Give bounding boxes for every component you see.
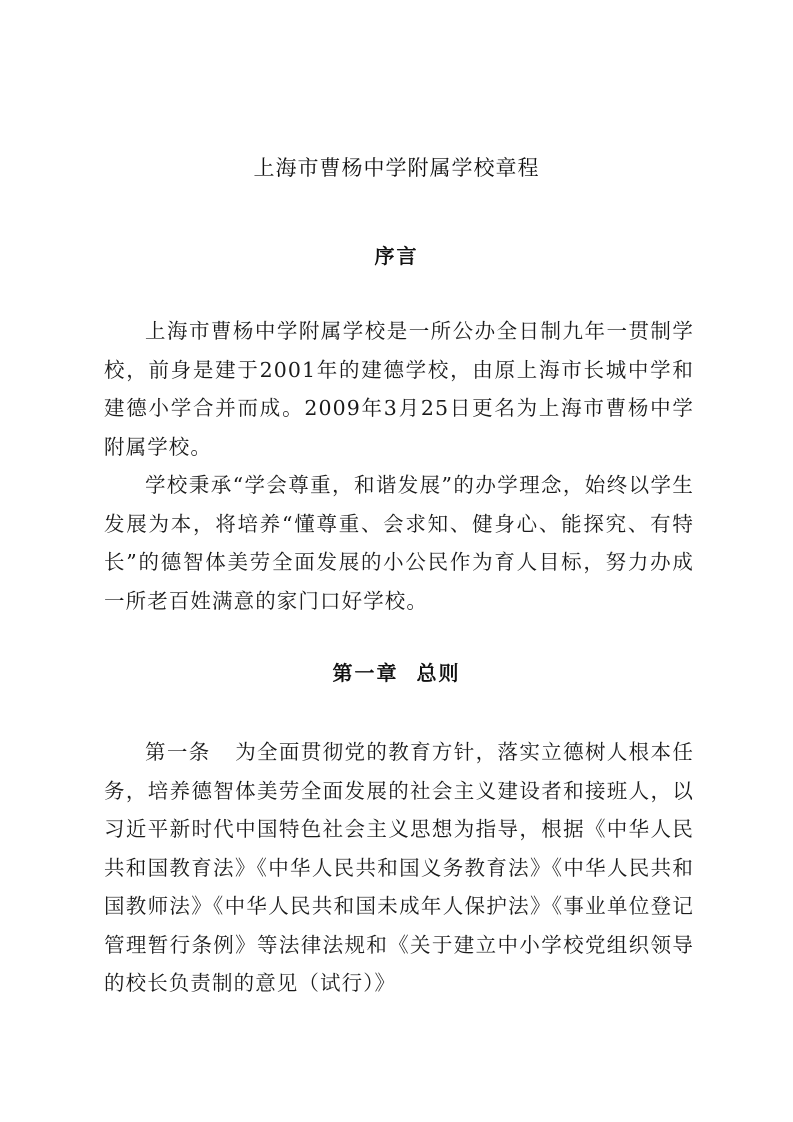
preface-paragraph: 上海市曹杨中学附属学校是一所公办全日制九年一贯制学校，前身是建于2001年的建德学校，由原上海市长城中学和建德小学合并而成。2009年3月25日更名为上海市曹杨中学附属学校。: [104, 319, 694, 459]
preface-heading: 序言: [374, 244, 419, 268]
preface-body: [104, 312, 694, 620]
chapter-heading: 第一章 总则: [332, 661, 461, 685]
article-paragraph: [104, 733, 694, 1003]
document-title: 上海市曹杨中学附属学校章程: [253, 156, 540, 180]
article-1: [104, 733, 694, 1003]
preface-paragraph: 学校秉承“学会尊重，和谐发展”的办学理念，始终以学生发展为本，将培养“懂尊重、会求知、健身心、能探究、有特长”的德智体美劳全面发展的小公民作为育人目标，努力办成一所老百姓满意的家门口好学校。: [104, 473, 694, 613]
article-text: 为全面贯彻党的教育方针，落实立德树人根本任务，培养德智体美劳全面发展的社会主义建设者和接班人，以习近平新时代中国特色社会主义思想为指导，根据《中华人民共和国教育法》《中华人民共和国义务教育法》《中华人民共和国教师法》《中华人民共和国未成年人保护法》《事业单位登记管理暂行条例》等法律法规和《关于建立中小学校党组织领导的校长负责制的意见（试行）》: [104, 740, 694, 995]
article-label: 第一条: [145, 740, 211, 764]
